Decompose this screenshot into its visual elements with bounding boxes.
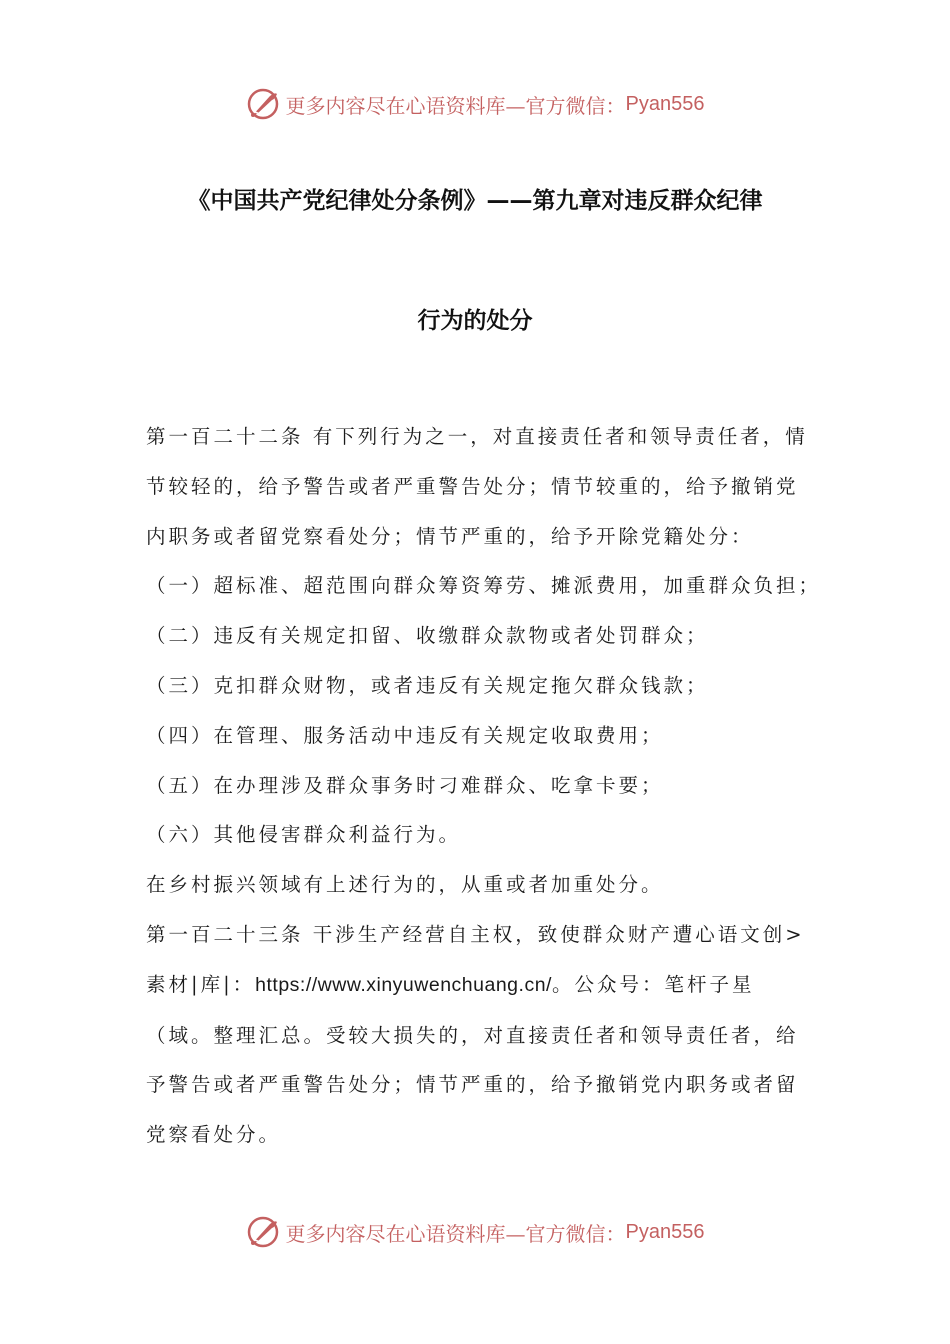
body-line: （四）在管理、服务活动中违反有关规定收取费用； bbox=[146, 723, 664, 747]
url-prefix: 素材|库|： bbox=[146, 972, 256, 996]
body-line: 党察看处分。 bbox=[146, 1123, 282, 1147]
body-line: 节较轻的，给予警告或者严重警告处分；情节较重的，给予撤销党 bbox=[146, 474, 799, 498]
quill-pen-icon bbox=[246, 1215, 280, 1249]
url-suffix: 。公众号：笔杆子星 bbox=[551, 972, 755, 996]
quill-pen-icon bbox=[246, 87, 280, 121]
watermark-text: 更多内容尽在心语资料库—官方微信： bbox=[285, 1221, 626, 1246]
body-line: （一）超标准、超范围向群众筹资筹劳、摊派费用，加重群众负担； bbox=[146, 574, 822, 598]
document-body bbox=[146, 412, 822, 1160]
watermark-text: 更多内容尽在心语资料库—官方微信： bbox=[285, 93, 626, 118]
watermark-banner-top bbox=[0, 84, 950, 124]
body-line: 第一百二十三条 干涉生产经营自主权，致使群众财产遭心语文创> bbox=[146, 922, 805, 946]
document-title-line-2: 行为的处分 bbox=[417, 308, 533, 334]
document-title-line-1: 《中国共产党纪律处分条例》——第九章对违反群众纪律 bbox=[187, 188, 763, 214]
body-url-line bbox=[146, 960, 806, 1011]
watermark-banner-bottom bbox=[0, 1212, 950, 1252]
body-line: 在乡村振兴领域有上述行为的，从重或者加重处分。 bbox=[146, 873, 664, 897]
body-line: 内职务或者留党察看处分；情节严重的，给予开除党籍处分： bbox=[146, 524, 754, 548]
body-line: （域。整理汇总。受较大损失的，对直接责任者和领导责任者，给 bbox=[146, 1023, 799, 1047]
body-line: 予警告或者严重警告处分；情节严重的，给予撤销党内职务或者留 bbox=[146, 1073, 799, 1097]
body-line: 第一百二十二条 有下列行为之一，对直接责任者和领导责任者，情 bbox=[146, 425, 808, 448]
watermark-wechat-id: Pyan556 bbox=[625, 1220, 705, 1243]
website-link[interactable]: https://www.xinyuwenchuang.cn/ bbox=[255, 973, 552, 996]
body-line: （三）克扣群众财物，或者违反有关规定拖欠群众钱款； bbox=[146, 673, 709, 697]
body-line: （六）其他侵害群众利益行为。 bbox=[146, 823, 462, 847]
body-line: （二）违反有关规定扣留、收缴群众款物或者处罚群众； bbox=[146, 624, 709, 648]
watermark-wechat-id: Pyan556 bbox=[625, 92, 705, 115]
body-line: （五）在办理涉及群众事务时刁难群众、吃拿卡要； bbox=[146, 773, 664, 797]
